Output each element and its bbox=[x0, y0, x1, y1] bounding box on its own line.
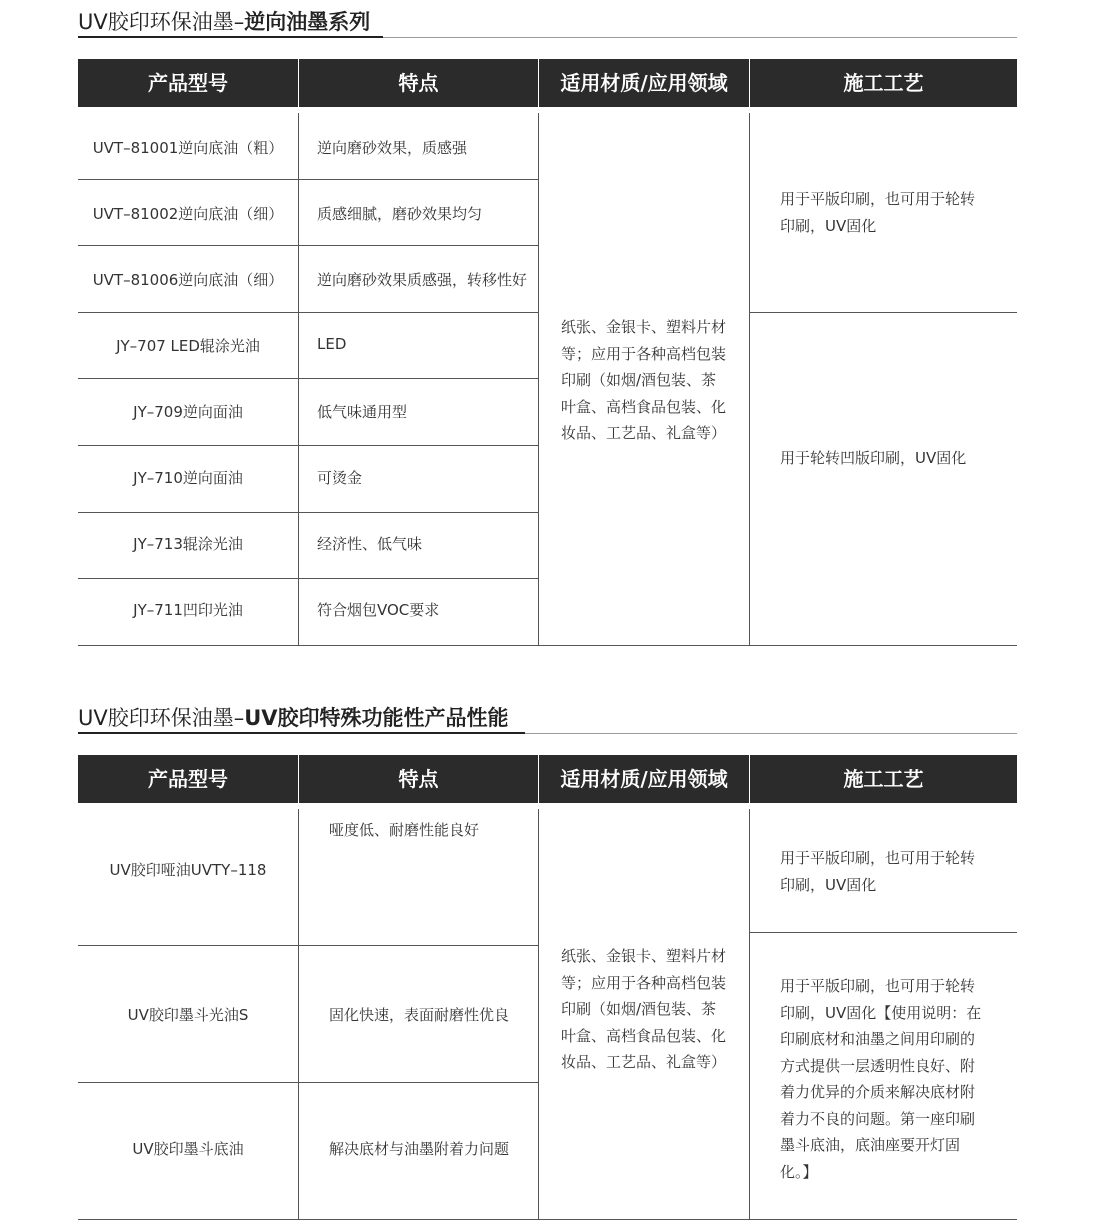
row-model: UV胶印墨斗光油S bbox=[127, 1006, 249, 1024]
row-divider bbox=[78, 1082, 538, 1083]
row-divider bbox=[78, 512, 538, 513]
row-feature: 哑度低、耐磨性能良好 bbox=[329, 821, 480, 839]
table-border bbox=[298, 809, 299, 1219]
row-feature: 质感细腻，磨砂效果均匀 bbox=[317, 205, 483, 223]
material-line: 印刷（如烟/酒包装、茶 bbox=[561, 371, 717, 389]
row-feature: 低气味通用型 bbox=[317, 403, 408, 421]
row-divider bbox=[78, 378, 538, 379]
process-line: 印刷，UV固化 bbox=[780, 216, 877, 235]
header-feature: 特点 bbox=[398, 767, 439, 791]
section2-title bbox=[78, 702, 509, 732]
process-line: 印刷，UV固化【使用说明：在 bbox=[780, 1003, 982, 1022]
process-description bbox=[780, 445, 1010, 472]
material-line: 叶盒、高档食品包装、化 bbox=[561, 1026, 727, 1045]
table-border bbox=[749, 113, 750, 645]
process-line: 印刷底材和油墨之间用印刷的 bbox=[780, 1030, 976, 1048]
header-process: 施工工艺 bbox=[843, 71, 924, 95]
row-model: JY–707 LED辊涂光油 bbox=[116, 337, 260, 355]
material-description bbox=[561, 943, 741, 1076]
process-line: 用于平版印刷，也可用于轮转 bbox=[780, 977, 976, 995]
row-divider bbox=[78, 245, 538, 246]
row-feature: 可烫金 bbox=[317, 469, 363, 487]
section2-title-prefix: UV胶印环保油墨– bbox=[78, 706, 245, 730]
table-bottom-border bbox=[78, 1219, 1017, 1220]
row-divider bbox=[78, 179, 538, 180]
process-line: 墨斗底油，底油座要开灯固 bbox=[780, 1136, 961, 1154]
section1-title-bold: 逆向油墨系列 bbox=[244, 10, 371, 34]
row-feature: 固化快速，表面耐磨性优良 bbox=[329, 1006, 510, 1024]
row-divider bbox=[749, 932, 1017, 933]
material-line: 等；应用于各种高档包装 bbox=[561, 344, 727, 363]
row-divider bbox=[749, 312, 1017, 313]
row-feature: 经济性、低气味 bbox=[317, 535, 423, 553]
row-divider bbox=[78, 312, 538, 313]
process-line: 印刷，UV固化 bbox=[780, 875, 877, 894]
material-line: 等；应用于各种高档包装 bbox=[561, 973, 727, 992]
process-description bbox=[780, 973, 1010, 1185]
section2-title-underline bbox=[78, 732, 525, 734]
table-border bbox=[538, 809, 539, 1219]
row-model: UV胶印哑油UVTY–118 bbox=[109, 861, 267, 879]
section2-table-header bbox=[78, 755, 1017, 803]
process-description bbox=[780, 186, 1010, 239]
process-line: 着力不良的问题。第一座印刷 bbox=[780, 1109, 976, 1128]
material-line: 纸张、金银卡、塑料片材 bbox=[561, 318, 727, 336]
row-model: UVT–81006逆向底油（细） bbox=[92, 271, 284, 289]
table-border bbox=[749, 809, 750, 1219]
process-line: 着力优异的介质来解决底材附 bbox=[780, 1083, 976, 1101]
row-model: JY–709逆向面油 bbox=[133, 403, 243, 421]
header-material: 适用材质/应用领域 bbox=[560, 71, 728, 95]
row-divider bbox=[78, 445, 538, 446]
row-model: UVT–81002逆向底油（细） bbox=[92, 205, 284, 223]
table-border bbox=[538, 113, 539, 645]
section1-title-underline bbox=[78, 36, 383, 38]
process-line: 用于轮转凹版印刷，UV固化 bbox=[780, 449, 967, 467]
row-model: UV胶印墨斗底油 bbox=[132, 1140, 244, 1158]
material-line: 叶盒、高档食品包装、化 bbox=[561, 397, 727, 416]
row-model: JY–710逆向面油 bbox=[133, 469, 243, 487]
table-border bbox=[298, 113, 299, 645]
material-line: 纸张、金银卡、塑料片材 bbox=[561, 947, 727, 965]
material-line: 印刷（如烟/酒包装、茶 bbox=[561, 1000, 717, 1018]
row-model: JY–711凹印光油 bbox=[133, 601, 243, 619]
section1-title-prefix: UV胶印环保油墨– bbox=[78, 10, 245, 34]
process-line: 化。】 bbox=[780, 1162, 818, 1181]
section1-table-header bbox=[78, 59, 1017, 107]
process-line: 方式提供一层透明性良好、附 bbox=[780, 1056, 976, 1075]
process-description bbox=[780, 845, 1010, 898]
row-divider bbox=[78, 578, 538, 579]
material-description bbox=[561, 314, 741, 447]
row-model: UVT–81001逆向底油（粗） bbox=[92, 139, 284, 157]
process-line: 用于平版印刷，也可用于轮转 bbox=[780, 190, 976, 208]
material-line: 妆品、工艺品、礼盒等） bbox=[561, 1053, 727, 1071]
row-feature: 逆向磨砂效果，质感强 bbox=[317, 139, 468, 157]
row-divider bbox=[78, 945, 538, 946]
row-feature: 逆向磨砂效果质感强，转移性好 bbox=[317, 271, 528, 289]
section1-title bbox=[78, 6, 370, 36]
section2-title-bold: UV胶印特殊功能性产品性能 bbox=[244, 706, 509, 730]
material-line: 妆品、工艺品、礼盒等） bbox=[561, 424, 727, 442]
header-model: 产品型号 bbox=[148, 71, 228, 95]
header-process: 施工工艺 bbox=[843, 767, 924, 791]
row-feature: LED bbox=[317, 335, 347, 353]
table-bottom-border bbox=[78, 645, 1017, 646]
row-model: JY–713辊涂光油 bbox=[133, 535, 243, 553]
row-feature: 符合烟包VOC要求 bbox=[317, 601, 440, 619]
header-feature: 特点 bbox=[398, 71, 439, 95]
row-feature: 解决底材与油墨附着力问题 bbox=[329, 1140, 510, 1158]
process-line: 用于平版印刷，也可用于轮转 bbox=[780, 849, 976, 867]
header-material: 适用材质/应用领域 bbox=[560, 767, 728, 791]
header-model: 产品型号 bbox=[148, 767, 228, 791]
